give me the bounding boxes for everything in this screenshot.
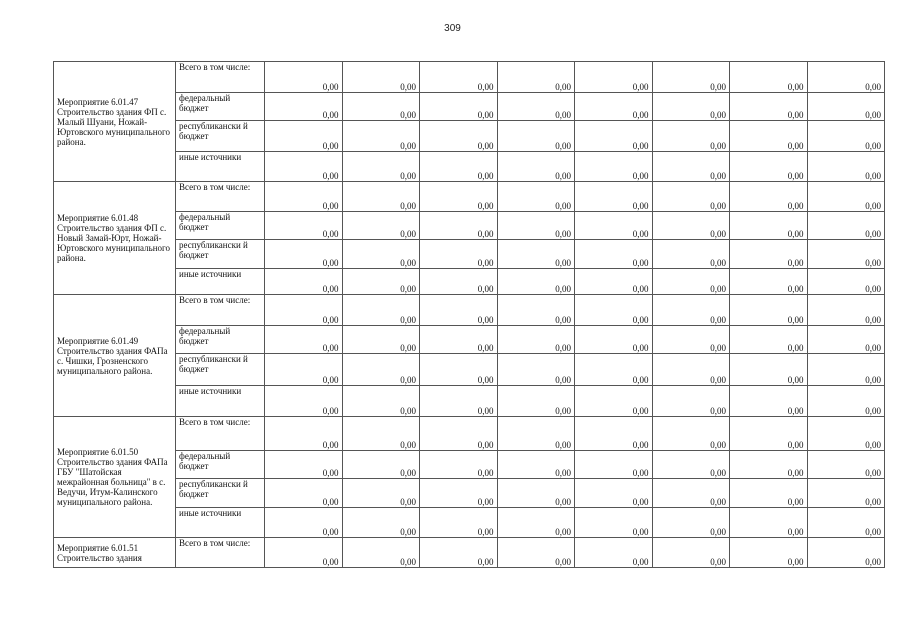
funding-source-label: федеральный бюджет xyxy=(176,93,265,121)
amount-cell: 0,00 xyxy=(575,121,653,152)
amount-cell: 0,00 xyxy=(807,451,885,479)
amount-cell: 0,00 xyxy=(342,93,420,121)
table-row xyxy=(54,121,885,152)
amount-cell: 0,00 xyxy=(342,538,420,568)
amount-cell: 0,00 xyxy=(497,152,575,182)
amount-cell: 0,00 xyxy=(652,508,730,538)
amount-cell: 0,00 xyxy=(265,240,343,269)
amount-cell: 0,00 xyxy=(730,479,808,508)
table-row xyxy=(54,386,885,417)
amount-cell: 0,00 xyxy=(497,182,575,212)
event-label: Мероприятие 6.01.51 Строительство здания xyxy=(54,538,176,568)
amount-cell: 0,00 xyxy=(497,386,575,417)
amount-cell: 0,00 xyxy=(730,508,808,538)
amount-cell: 0,00 xyxy=(807,62,885,93)
amount-cell: 0,00 xyxy=(265,479,343,508)
amount-cell: 0,00 xyxy=(730,269,808,295)
amount-cell: 0,00 xyxy=(420,212,498,240)
funding-source-label: республикански й бюджет xyxy=(176,479,265,508)
amount-cell: 0,00 xyxy=(497,269,575,295)
amount-cell: 0,00 xyxy=(265,326,343,354)
amount-cell: 0,00 xyxy=(807,240,885,269)
amount-cell: 0,00 xyxy=(420,62,498,93)
event-label: Мероприятие 6.01.49 Строительство здания ФАПа с. Чишки, Грозненского муниципального района. xyxy=(54,295,176,417)
amount-cell: 0,00 xyxy=(265,295,343,326)
amount-cell: 0,00 xyxy=(420,538,498,568)
amount-cell: 0,00 xyxy=(420,386,498,417)
table-row xyxy=(54,451,885,479)
amount-cell: 0,00 xyxy=(652,212,730,240)
amount-cell: 0,00 xyxy=(730,354,808,386)
amount-cell: 0,00 xyxy=(730,451,808,479)
amount-cell: 0,00 xyxy=(807,538,885,568)
table-row xyxy=(54,417,885,451)
amount-cell: 0,00 xyxy=(652,417,730,451)
funding-source-label: иные источники xyxy=(176,386,265,417)
table-row xyxy=(54,62,885,93)
budget-table xyxy=(53,61,885,568)
funding-source-label: иные источники xyxy=(176,269,265,295)
amount-cell: 0,00 xyxy=(652,354,730,386)
amount-cell: 0,00 xyxy=(265,417,343,451)
amount-cell: 0,00 xyxy=(497,212,575,240)
amount-cell: 0,00 xyxy=(807,417,885,451)
amount-cell: 0,00 xyxy=(807,93,885,121)
amount-cell: 0,00 xyxy=(420,295,498,326)
table-row xyxy=(54,354,885,386)
amount-cell: 0,00 xyxy=(265,354,343,386)
table-row xyxy=(54,240,885,269)
amount-cell: 0,00 xyxy=(420,326,498,354)
amount-cell: 0,00 xyxy=(420,354,498,386)
amount-cell: 0,00 xyxy=(420,240,498,269)
amount-cell: 0,00 xyxy=(575,295,653,326)
amount-cell: 0,00 xyxy=(807,386,885,417)
amount-cell: 0,00 xyxy=(730,386,808,417)
funding-source-label: Всего в том числе: xyxy=(176,62,265,93)
amount-cell: 0,00 xyxy=(497,93,575,121)
funding-source-label: Всего в том числе: xyxy=(176,417,265,451)
funding-source-label: иные источники xyxy=(176,508,265,538)
amount-cell: 0,00 xyxy=(807,508,885,538)
amount-cell: 0,00 xyxy=(342,295,420,326)
amount-cell: 0,00 xyxy=(497,240,575,269)
amount-cell: 0,00 xyxy=(575,508,653,538)
amount-cell: 0,00 xyxy=(342,386,420,417)
amount-cell: 0,00 xyxy=(497,62,575,93)
amount-cell: 0,00 xyxy=(342,508,420,538)
funding-source-label: федеральный бюджет xyxy=(176,451,265,479)
event-label: Мероприятие 6.01.48 Строительство здания ФП с. Новый Замай-Юрт, Ножай-Юртовского муниципального района. xyxy=(54,182,176,295)
amount-cell: 0,00 xyxy=(497,479,575,508)
amount-cell: 0,00 xyxy=(652,269,730,295)
amount-cell: 0,00 xyxy=(807,182,885,212)
amount-cell: 0,00 xyxy=(807,354,885,386)
table-row xyxy=(54,269,885,295)
amount-cell: 0,00 xyxy=(265,212,343,240)
amount-cell: 0,00 xyxy=(652,451,730,479)
amount-cell: 0,00 xyxy=(575,212,653,240)
amount-cell: 0,00 xyxy=(652,386,730,417)
amount-cell: 0,00 xyxy=(420,152,498,182)
amount-cell: 0,00 xyxy=(807,121,885,152)
funding-source-label: Всего в том числе: xyxy=(176,538,265,568)
funding-source-label: Всего в том числе: xyxy=(176,182,265,212)
funding-source-label: республикански й бюджет xyxy=(176,354,265,386)
funding-source-label: республикански й бюджет xyxy=(176,121,265,152)
amount-cell: 0,00 xyxy=(265,152,343,182)
amount-cell: 0,00 xyxy=(652,152,730,182)
amount-cell: 0,00 xyxy=(342,152,420,182)
amount-cell: 0,00 xyxy=(807,295,885,326)
amount-cell: 0,00 xyxy=(342,62,420,93)
event-label: Мероприятие 6.01.50 Строительство здания ФАПа ГБУ "Шатойская межрайонная больница" в с. Ведучи, Итум-Калинского муниципального района. xyxy=(54,417,176,538)
funding-source-label: Всего в том числе: xyxy=(176,295,265,326)
amount-cell: 0,00 xyxy=(497,417,575,451)
amount-cell: 0,00 xyxy=(730,62,808,93)
amount-cell: 0,00 xyxy=(265,508,343,538)
amount-cell: 0,00 xyxy=(652,182,730,212)
table-row xyxy=(54,508,885,538)
amount-cell: 0,00 xyxy=(807,326,885,354)
amount-cell: 0,00 xyxy=(652,326,730,354)
amount-cell: 0,00 xyxy=(730,212,808,240)
table-row xyxy=(54,326,885,354)
amount-cell: 0,00 xyxy=(265,538,343,568)
amount-cell: 0,00 xyxy=(420,269,498,295)
amount-cell: 0,00 xyxy=(342,182,420,212)
amount-cell: 0,00 xyxy=(807,269,885,295)
amount-cell: 0,00 xyxy=(420,121,498,152)
amount-cell: 0,00 xyxy=(730,121,808,152)
table-row xyxy=(54,479,885,508)
amount-cell: 0,00 xyxy=(575,62,653,93)
amount-cell: 0,00 xyxy=(652,121,730,152)
table-row xyxy=(54,538,885,568)
amount-cell: 0,00 xyxy=(497,538,575,568)
amount-cell: 0,00 xyxy=(420,451,498,479)
amount-cell: 0,00 xyxy=(730,417,808,451)
table-row xyxy=(54,152,885,182)
amount-cell: 0,00 xyxy=(342,121,420,152)
amount-cell: 0,00 xyxy=(730,240,808,269)
funding-source-label: иные источники xyxy=(176,152,265,182)
amount-cell: 0,00 xyxy=(265,93,343,121)
amount-cell: 0,00 xyxy=(730,182,808,212)
amount-cell: 0,00 xyxy=(265,182,343,212)
table-row xyxy=(54,295,885,326)
amount-cell: 0,00 xyxy=(497,508,575,538)
funding-source-label: федеральный бюджет xyxy=(176,212,265,240)
amount-cell: 0,00 xyxy=(342,354,420,386)
funding-source-label: федеральный бюджет xyxy=(176,326,265,354)
amount-cell: 0,00 xyxy=(652,93,730,121)
amount-cell: 0,00 xyxy=(730,326,808,354)
page-number: 309 xyxy=(444,23,461,34)
amount-cell: 0,00 xyxy=(497,295,575,326)
amount-cell: 0,00 xyxy=(342,326,420,354)
amount-cell: 0,00 xyxy=(807,152,885,182)
amount-cell: 0,00 xyxy=(730,93,808,121)
amount-cell: 0,00 xyxy=(575,451,653,479)
amount-cell: 0,00 xyxy=(265,62,343,93)
amount-cell: 0,00 xyxy=(575,152,653,182)
table-row xyxy=(54,93,885,121)
table-row xyxy=(54,212,885,240)
amount-cell: 0,00 xyxy=(342,417,420,451)
amount-cell: 0,00 xyxy=(420,479,498,508)
amount-cell: 0,00 xyxy=(575,479,653,508)
amount-cell: 0,00 xyxy=(342,451,420,479)
amount-cell: 0,00 xyxy=(730,295,808,326)
amount-cell: 0,00 xyxy=(265,451,343,479)
amount-cell: 0,00 xyxy=(265,386,343,417)
amount-cell: 0,00 xyxy=(342,479,420,508)
funding-source-label: республикански й бюджет xyxy=(176,240,265,269)
amount-cell: 0,00 xyxy=(575,240,653,269)
amount-cell: 0,00 xyxy=(807,212,885,240)
amount-cell: 0,00 xyxy=(807,479,885,508)
amount-cell: 0,00 xyxy=(652,479,730,508)
amount-cell: 0,00 xyxy=(575,93,653,121)
event-label: Мероприятие 6.01.47 Строительство здания ФП с. Малый Шуани, Ножай-Юртовского муниципального района. xyxy=(54,62,176,182)
amount-cell: 0,00 xyxy=(575,269,653,295)
amount-cell: 0,00 xyxy=(265,269,343,295)
amount-cell: 0,00 xyxy=(420,93,498,121)
amount-cell: 0,00 xyxy=(652,62,730,93)
budget-table-body xyxy=(54,62,885,568)
amount-cell: 0,00 xyxy=(497,354,575,386)
amount-cell: 0,00 xyxy=(575,386,653,417)
amount-cell: 0,00 xyxy=(342,240,420,269)
amount-cell: 0,00 xyxy=(420,182,498,212)
table-row xyxy=(54,182,885,212)
amount-cell: 0,00 xyxy=(730,538,808,568)
amount-cell: 0,00 xyxy=(420,417,498,451)
amount-cell: 0,00 xyxy=(652,240,730,269)
amount-cell: 0,00 xyxy=(342,269,420,295)
amount-cell: 0,00 xyxy=(342,212,420,240)
amount-cell: 0,00 xyxy=(497,121,575,152)
amount-cell: 0,00 xyxy=(652,295,730,326)
amount-cell: 0,00 xyxy=(575,326,653,354)
amount-cell: 0,00 xyxy=(497,326,575,354)
amount-cell: 0,00 xyxy=(730,152,808,182)
amount-cell: 0,00 xyxy=(497,451,575,479)
amount-cell: 0,00 xyxy=(575,417,653,451)
amount-cell: 0,00 xyxy=(265,121,343,152)
amount-cell: 0,00 xyxy=(652,538,730,568)
amount-cell: 0,00 xyxy=(575,538,653,568)
amount-cell: 0,00 xyxy=(575,354,653,386)
amount-cell: 0,00 xyxy=(420,508,498,538)
amount-cell: 0,00 xyxy=(575,182,653,212)
